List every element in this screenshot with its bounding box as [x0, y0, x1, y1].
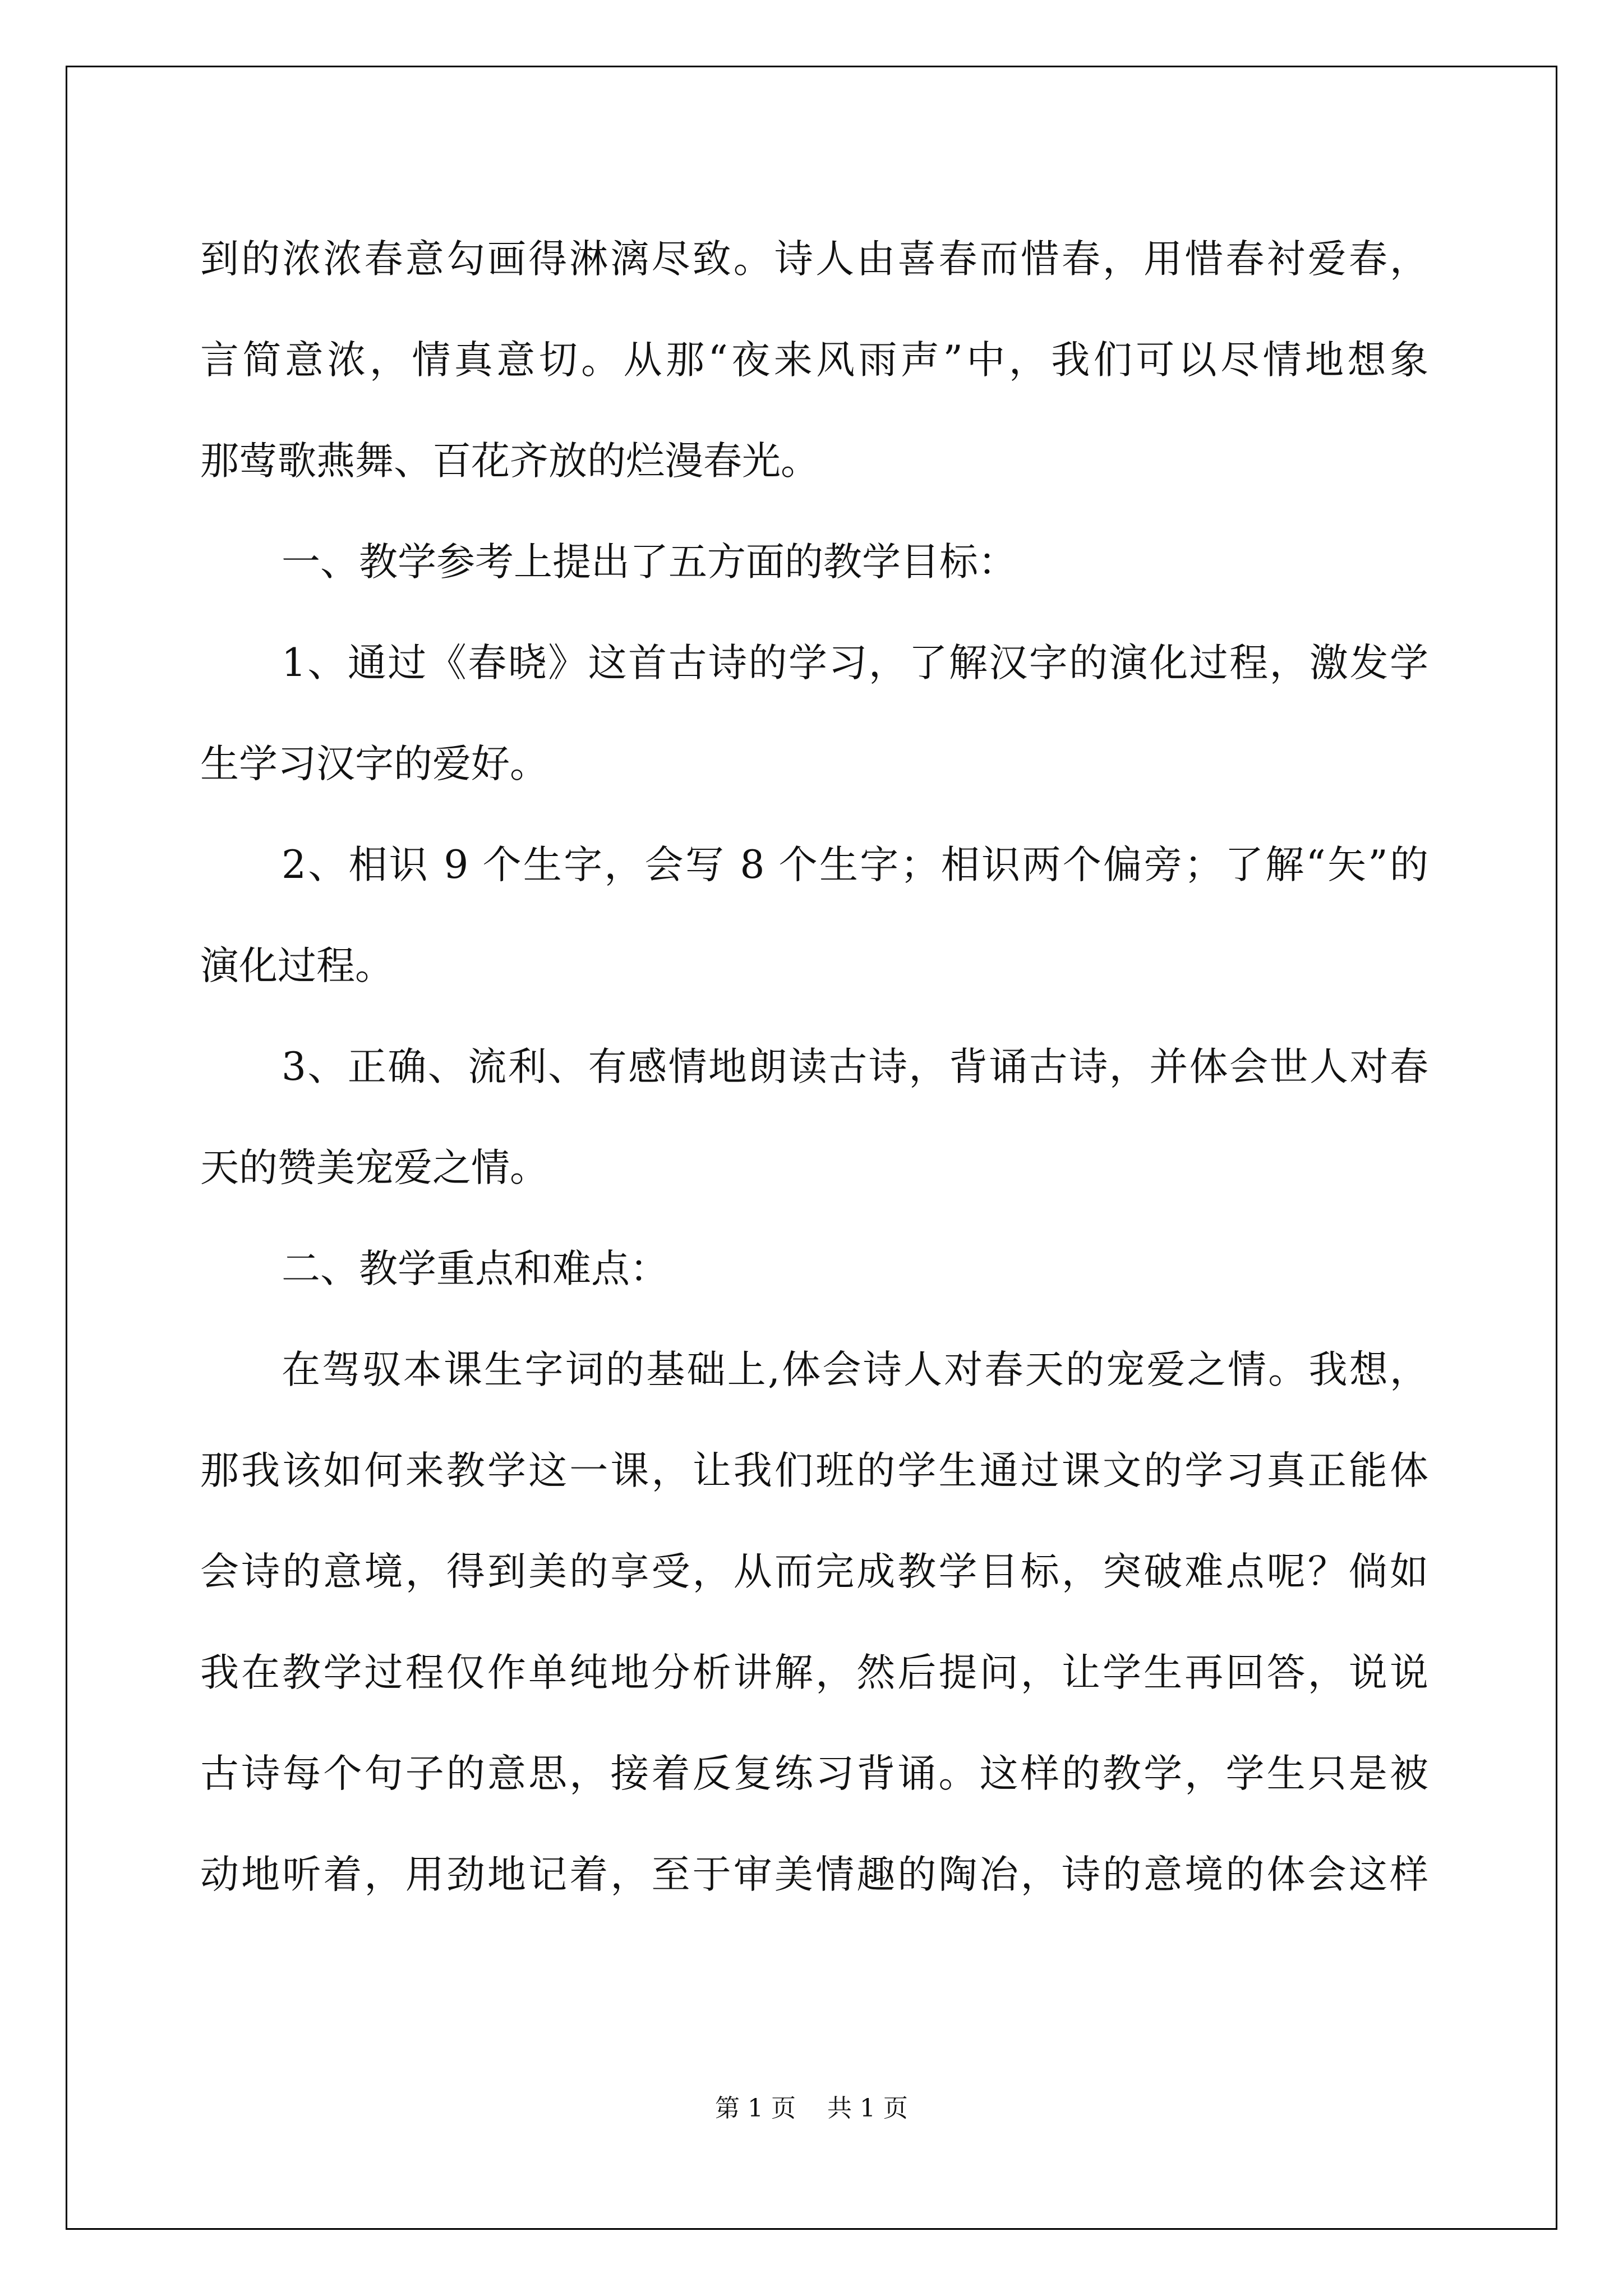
body-paragraph-line-3: 会诗的意境，得到美的享受，从而完成教学目标，突破难点呢？倘如 — [200, 1549, 1428, 1594]
objective-3-line-2: 天的赞美宠爱之情。 — [200, 1145, 548, 1190]
section-heading-key-points: 二、教学重点和难点： — [282, 1246, 668, 1291]
objective-2-line-1: 2、相识 9 个生字，会写 8 个生字；相识两个偏旁；了解“矢”的 — [282, 843, 1428, 887]
objective-1-line-2: 生学习汉字的爱好。 — [200, 742, 548, 786]
objective-3-line-1: 3、正确、流利、有感情地朗读古诗，背诵古诗，并体会世人对春 — [282, 1045, 1428, 1089]
body-paragraph-line-4: 我在教学过程仅作单纯地分析讲解，然后提问，让学生再回答，说说 — [200, 1650, 1428, 1695]
section-heading-objectives: 一、教学参考上提出了五方面的教学目标： — [282, 540, 1017, 585]
body-paragraph-line-1: 在驾驭本课生字词的基础上,体会诗人对春天的宠爱之情。我想， — [282, 1347, 1428, 1392]
page-number-footer: 第 1 页 共 1 页 — [715, 2094, 908, 2123]
body-paragraph-line-5: 古诗每个句子的意思，接着反复练习背诵。这样的教学，学生只是被 — [200, 1751, 1428, 1796]
objective-1-line-1: 1、通过《春晓》这首古诗的学习，了解汉字的演化过程，激发学 — [282, 641, 1428, 685]
objective-2-line-2: 演化过程。 — [200, 944, 394, 988]
paragraph-line-1: 到的浓浓春意勾画得淋漓尽致。诗人由喜春而惜春，用惜春衬爱春， — [200, 237, 1428, 282]
paragraph-line-3: 那莺歌燕舞、百花齐放的烂漫春光。 — [200, 439, 819, 484]
paragraph-line-2: 言简意浓，情真意切。从那“夜来风雨声”中，我们可以尽情地想象 — [200, 338, 1428, 383]
body-paragraph-line-6: 动地听着，用劲地记着，至于审美情趣的陶冶，诗的意境的体会这样 — [200, 1852, 1428, 1897]
body-paragraph-line-2: 那我该如何来教学这一课，让我们班的学生通过课文的学习真正能体 — [200, 1448, 1428, 1493]
